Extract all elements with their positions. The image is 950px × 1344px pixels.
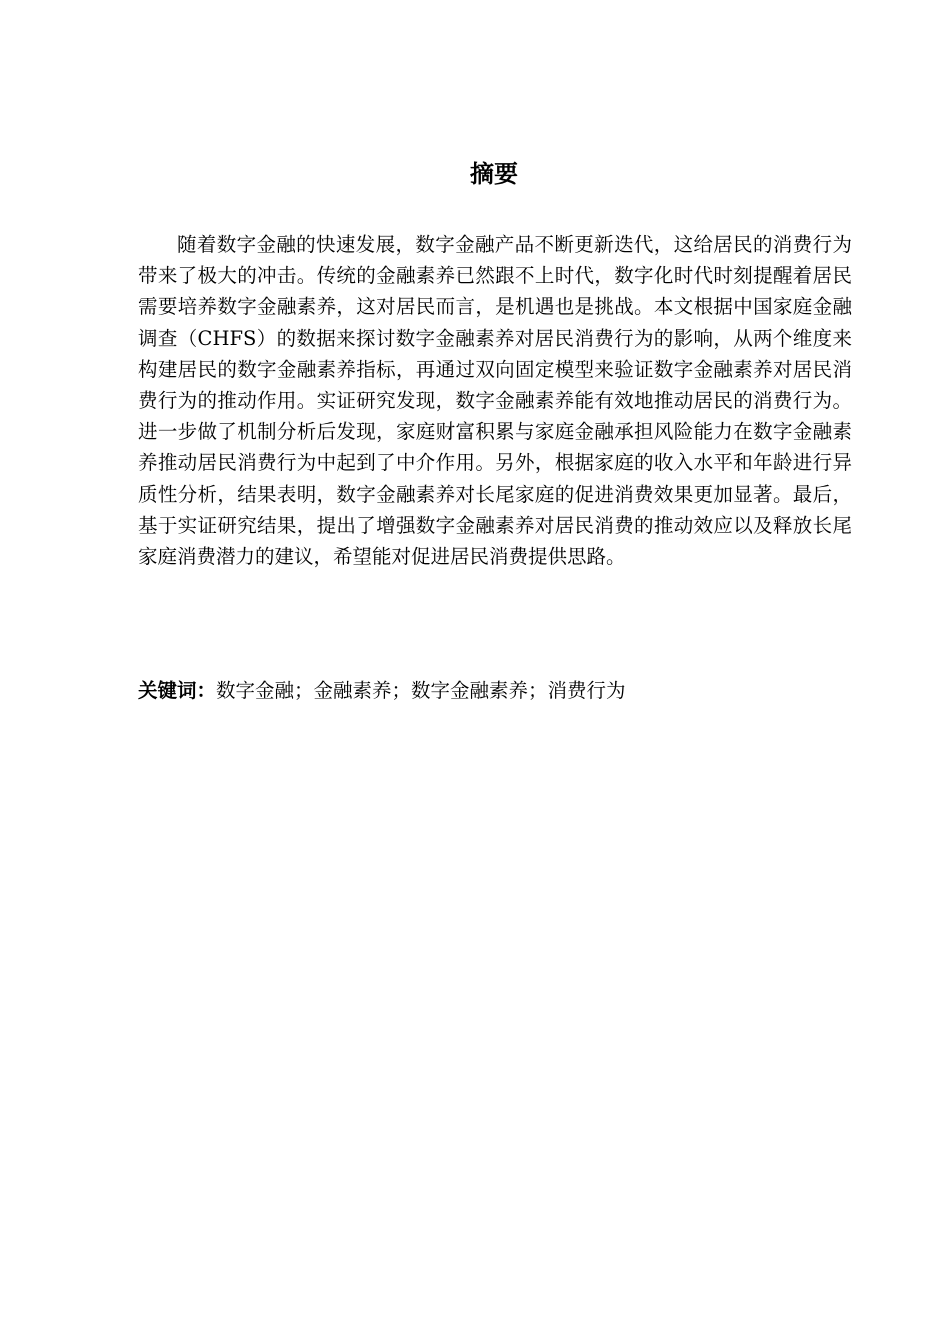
keywords-label: 关键词： [138,679,217,702]
keywords-text: 数字金融；金融素养；数字金融素养；消费行为 [216,679,626,702]
abstract-paragraph: 随着数字金融的快速发展，数字金融产品不断更新迭代，这给居民的消费行为带来了极大的冲击。传统的金融素养已然跟不上时代，数字化时代时刻提醒着居民需要培养数字金融素养，这对居民而言，是机遇也是挑战。本文根据中国家庭金融调查（CHFS）的数据来探讨数字金融素养对居民消费行为的影响，从两个维度来构建居民的数字金融素养指标，再通过双向固定模型来验证数字金融素养对居民消费行为的推动作用。实证研究发现，数字金融素养能有效地推动居民的消费行为。进一步做了机制分析后发现，家庭财富积累与家庭金融承担风险能力在数字金融素养推动居民消费行为中起到了中介作用。另外，根据家庭的收入水平和年龄进行异质性分析，结果表明，数字金融素养对长尾家庭的促进消费效果更加显著。最后，基于实证研究结果，提出了增强数字金融素养对居民消费的推动效应以及释放长尾家庭消费潜力的建议，希望能对促进居民消费提供思路。 [138,233,852,569]
keywords-line [138,675,852,706]
page-title: 摘要 [470,160,518,188]
